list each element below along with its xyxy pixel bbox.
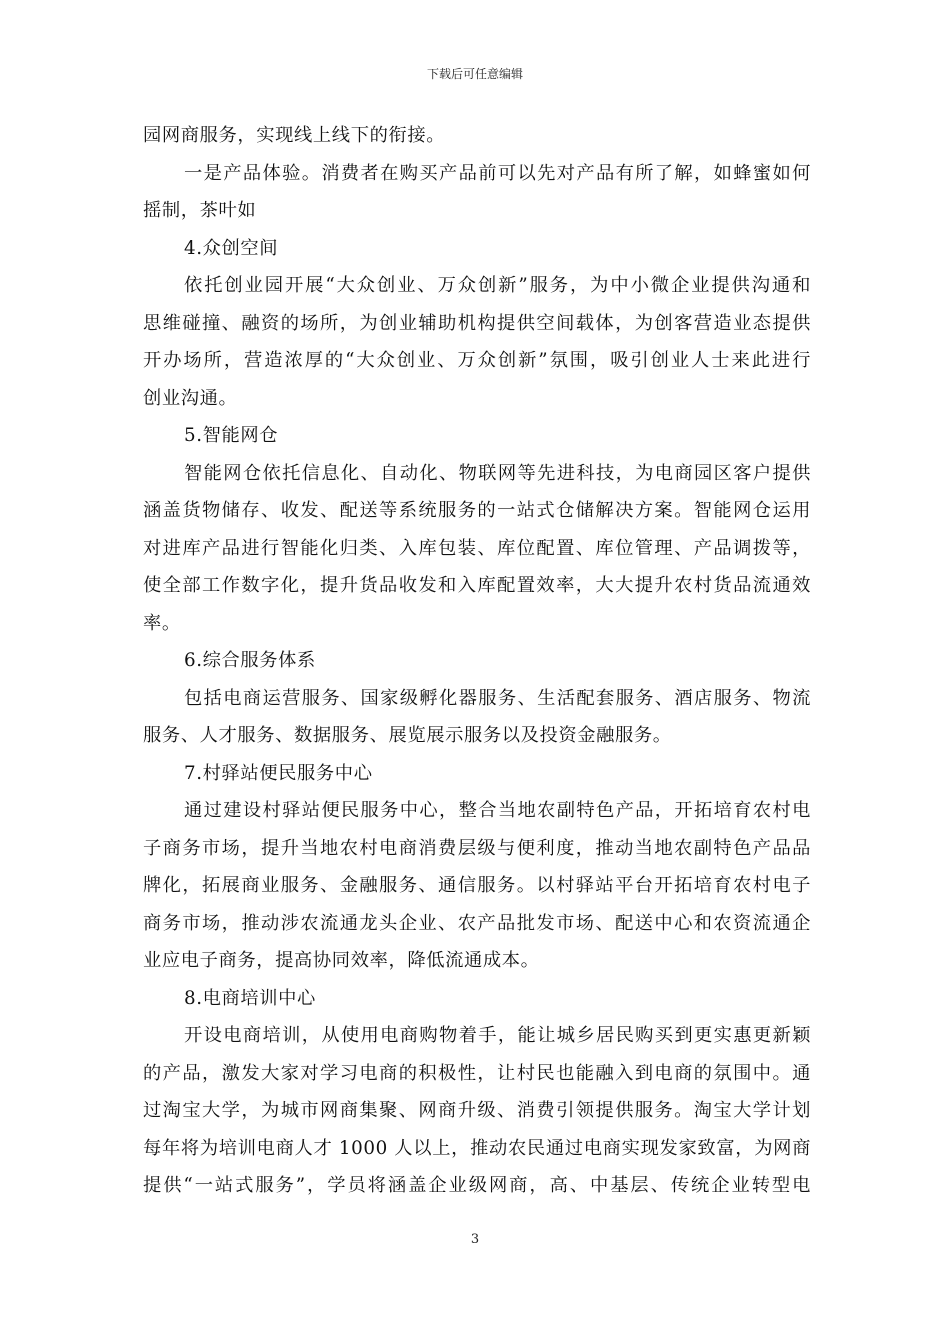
paragraph-line: 一是产品体验。消费者在购买产品前可以先对产品有所了解，如蜂蜜如何 [184,162,811,184]
paragraph-line: 的产品，激发大家对学习电商的积极性，让村民也能融入到电商的氛围中。通 [143,1062,811,1084]
section-heading: 8.电商培训中心 [184,987,316,1009]
paragraph-line: 创业沟通。 [143,387,238,409]
section-heading: 6.综合服务体系 [184,650,316,671]
section-heading: 5.智能网仓 [184,425,279,446]
page-number: 3 [470,1232,480,1247]
paragraph-line: 服务、人才服务、数据服务、展览展示服务以及投资金融服务。 [143,725,672,746]
paragraph-line: 对进库产品进行智能化归类、入库包装、库位配置、库位管理、产品调拨等， [143,537,811,559]
paragraph-line: 过淘宝大学，为城市网商集聚、网商升级、消费引领提供服务。淘宝大学计划 [143,1100,811,1121]
paragraph-line: 开设电商培训，从使用电商购物着手，能让城乡居民购买到更实惠更新颖 [184,1025,811,1046]
paragraph-line: 摇制，茶叶如 [143,200,257,221]
paragraph-line: 提供“一站式服务”，学员将涵盖企业级网商，高、中基层、传统企业转型电 [143,1175,811,1196]
paragraph-line: 思维碰撞、融资的场所，为创业辅助机构提供空间载体，为创客营造业态提供 [143,312,811,334]
body-text [143,117,811,1205]
paragraph-line: 业应电子商务，提高协同效率，降低流通成本。 [143,950,540,971]
paragraph-line: 智能网仓依托信息化、自动化、物联网等先进科技，为电商园区客户提供 [184,462,811,484]
paragraph-line: 率。 [143,612,181,634]
section-heading: 4.众创空间 [184,237,279,259]
page-header: 下载后可任意编辑 [426,67,523,81]
paragraph-line: 依托创业园开展“大众创业、万众创新”服务，为中小微企业提供沟通和 [184,275,811,296]
paragraph-line: 园网商服务，实现线上线下的衔接。 [143,125,446,146]
paragraph-line: 通过建设村驿站便民服务中心，整合当地农副特色产品，开拓培育农村电 [184,800,811,821]
paragraph-line: 使全部工作数字化，提升货品收发和入库配置效率，大大提升农村货品流通效 [143,575,811,596]
paragraph-line: 每年将为培训电商人才 1000 人以上，推动农民通过电商实现发家致富，为网商 [143,1137,811,1159]
paragraph-line: 开办场所，营造浓厚的“大众创业、万众创新”氛围，吸引创业人士来此进行 [143,350,811,371]
paragraph-line: 涵盖货物储存、收发、配送等系统服务的一站式仓储解决方案。智能网仓运用 [143,500,811,521]
paragraph-line: 子商务市场，提升当地农村电商消费层级与便利度，推动当地农副特色产品品 [143,837,811,859]
paragraph-line: 牌化，拓展商业服务、金融服务、通信服务。以村驿站平台开拓培育农村电子 [143,875,811,896]
paragraph-line: 包括电商运营服务、国家级孵化器服务、生活配套服务、酒店服务、物流 [184,687,811,709]
paragraph-line: 商务市场，推动涉农流通龙头企业、农产品批发市场、配送中心和农资流通企 [143,912,811,934]
section-heading: 7.村驿站便民服务中心 [184,762,373,784]
